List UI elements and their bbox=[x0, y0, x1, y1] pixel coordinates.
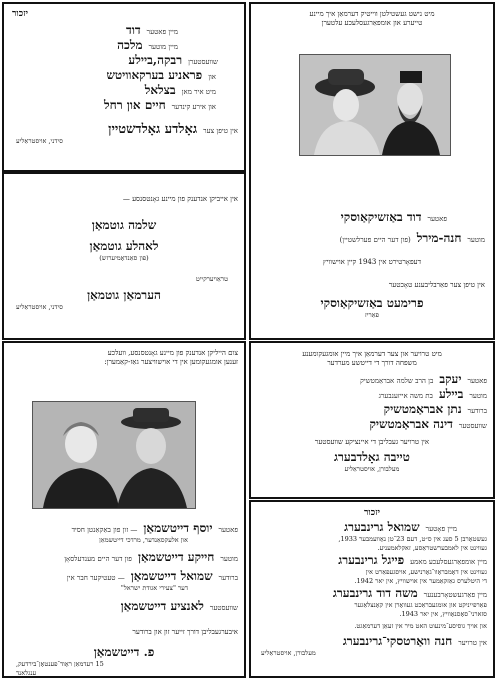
maiden-name-note: פון דער היים מענדעלסאָן bbox=[64, 555, 132, 563]
relation-label: מיט איר מאן bbox=[181, 88, 216, 96]
relation-label: מיין מוטער bbox=[148, 43, 178, 51]
place: סידני, אויסטראַליע bbox=[16, 303, 63, 311]
signature-name: טייבה גאָלדבערג bbox=[334, 450, 410, 464]
relation-label: מוטער bbox=[220, 555, 238, 563]
intro-line: מיט טרויער און צער דערמאַן איך מיין אומגעקומענע bbox=[302, 350, 442, 358]
place: מעלבורן, אויסטראַליע bbox=[344, 465, 400, 473]
text-line: די היטלערס גאַזקאַמער אין אוישוויץ, אין יאר 1942. bbox=[354, 577, 487, 585]
parents-portrait-photo bbox=[299, 54, 451, 156]
signature-name: פ. דייטשמאַן bbox=[93, 645, 155, 659]
intro-line: אין אייביקן אנדענק פון מיינע גאָנטסנסע — bbox=[122, 195, 238, 203]
deceased-name: יעקב bbox=[439, 372, 462, 386]
relation-label: מיין פאָטער bbox=[425, 525, 457, 533]
description: — זון פון באַקאַנטן חסיד bbox=[71, 526, 138, 534]
deceased-name: שלמה גוטמאַן bbox=[91, 218, 157, 232]
signature-name: חנה וואַרטסקי־גרינבערג bbox=[342, 634, 453, 648]
intro-line: משפחה דורך די דייטשע מערדער bbox=[327, 359, 417, 367]
relation-label: און אירע קינדער bbox=[171, 103, 216, 111]
intro-line: זענען אומגעקומען אין די אוישוויצער גאַז-קאַמערן: bbox=[104, 358, 238, 366]
deceased-name: ביילע bbox=[438, 387, 464, 401]
place: סידני, אויסטראַליע bbox=[16, 137, 63, 145]
origin-note: (פון סאַנדאָמיערזש) bbox=[99, 254, 149, 262]
relation-label: מיין פאטער bbox=[146, 28, 178, 36]
relation-label: שוועסטער bbox=[209, 604, 238, 612]
memorial-box-bottom-right bbox=[249, 500, 495, 678]
signature-label: אין טרויער bbox=[458, 639, 487, 647]
deceased-name: לאהלע גוטמאַן bbox=[89, 239, 159, 253]
deceased-name: נתן אבראַמטשיק bbox=[383, 402, 462, 416]
deceased-name: חייקע דייטשמאַן bbox=[137, 550, 215, 564]
text-line: געווינט אין לאמבערשטראַסע, זאקלאמעניע. bbox=[377, 544, 487, 552]
memorial-box-middle-right bbox=[249, 341, 495, 499]
relation-label: מוטער bbox=[469, 392, 487, 400]
text-line: געשטאָרבן 5 סעג אין ס״ט, דעם 23־טן נאָוועמבער 1933, bbox=[338, 535, 487, 543]
relation-label: און bbox=[208, 73, 216, 81]
portrait-image bbox=[33, 402, 195, 508]
deceased-name: רבקה,ביילע bbox=[128, 53, 183, 67]
place: פאַריז bbox=[364, 311, 379, 319]
description: בת משה אייזענבערג bbox=[378, 392, 433, 400]
signature-line: אין טיפן צער פאַרבליבענע טאָכטער bbox=[388, 281, 485, 289]
deceased-name: שמואל דייטשמאַן bbox=[130, 569, 213, 583]
description: דער "צעירי אגודת ישראל" bbox=[120, 584, 188, 592]
deceased-name: דוד bbox=[126, 23, 141, 37]
intro-line: מיט נישט געשטילטן ווייטיק דערמאַן איך מיינע bbox=[309, 10, 435, 18]
deceased-name: פראניע בערקאוויטש bbox=[106, 68, 203, 82]
yizkor-heading: יזכור bbox=[12, 9, 28, 19]
deceased-name: דוד באַזשיקאַוסקי bbox=[340, 210, 422, 224]
intro-line: צום הייליקן אנדענק פון מיינע גאָנטסנסע, וועלכע bbox=[107, 349, 238, 357]
relation-label: פאטער bbox=[427, 215, 447, 223]
address-line: ענגלאנד bbox=[16, 669, 37, 677]
signature-label: אין טיפן צער bbox=[203, 127, 238, 135]
intro-line: טייערע און אומפאַרגעסלעכע עלטערן bbox=[321, 19, 423, 27]
signature-name: גאָלדע גאָלדשטיין bbox=[108, 122, 198, 137]
signature-label: אין טרויער געבליבן די איינציקע שוועסטער bbox=[314, 438, 430, 446]
deceased-name: דינה אבראַמטשיק bbox=[369, 417, 453, 431]
portrait-image bbox=[300, 55, 450, 155]
text-line: סזארני־סאָסנאָוויץ, אין יאר 1943. bbox=[399, 610, 487, 618]
relation-label: שוועסטערן bbox=[188, 58, 218, 66]
relation-label: ברודער bbox=[218, 574, 238, 582]
deceased-name: בצלאל bbox=[144, 83, 176, 97]
description: — טעטיקער חבר אין bbox=[66, 574, 125, 582]
signature-label: טראַויערקייט bbox=[195, 275, 228, 283]
deceased-name: יוסף דייטשמאַן bbox=[143, 521, 213, 535]
deceased-name: חנה-מירל bbox=[416, 231, 462, 245]
maiden-name-note: (פון דער היים פערלשטיין) bbox=[339, 236, 411, 244]
signature-name: הערמאַן גוטמאַן bbox=[87, 288, 161, 302]
relation-label: שוועסטער bbox=[458, 422, 487, 430]
yizkor-heading: יזכור bbox=[364, 508, 380, 518]
relation-label: ברודער bbox=[467, 407, 487, 415]
relation-label: מיין אומפאַרגעסלעכע מאמע bbox=[410, 558, 487, 566]
memorial-box-bottom-left bbox=[2, 341, 246, 678]
memorial-box-top-left bbox=[2, 2, 246, 172]
relation-label: פאטער bbox=[467, 377, 487, 385]
relation-label: מיין פאַרגעשטאָרבענער bbox=[423, 591, 487, 599]
relation-label: פאטער bbox=[218, 526, 238, 534]
memorial-box-middle-left bbox=[2, 172, 246, 340]
deceased-name: מלכה bbox=[117, 38, 143, 52]
description: בן הרב שלמה אבראַמטשיק bbox=[360, 377, 434, 385]
relation-label: מוטער bbox=[467, 236, 485, 244]
parents-portrait-photo bbox=[32, 401, 196, 509]
deceased-name: שמואל גרינבערג bbox=[344, 520, 420, 534]
deceased-name: פייגל גרינבערג bbox=[338, 553, 405, 567]
description: און אלעקסאַנדער, מרדכי דייטשמאַן bbox=[99, 536, 188, 544]
text-line: און אויך גוסיסע־מינעוט האט מיר אין זעאַן דערמאַגט. bbox=[354, 622, 487, 630]
memorial-box-top-right bbox=[249, 2, 495, 340]
address-line: 15 רעדמאַן ראָוד־פענטאָן־בירדעק, bbox=[16, 660, 104, 668]
deportation-note: דעפאָרטירט אין 1943 קיין אוישוויץ bbox=[323, 258, 421, 266]
text-line: פאַרפייניקט און אומגעבראַכט געוואָרן אין קאָנצלאַגער bbox=[354, 601, 487, 609]
survivor-line: איבערגעבליבן דורך זייער זון און ברודער bbox=[132, 628, 238, 636]
text-line: געווינט אין דאָמבראָוו־גאָרנישע, אויסגעפאַרט אין bbox=[365, 568, 487, 576]
signature-name: פרימעט באַזשיקאַוסקי bbox=[320, 296, 424, 310]
deceased-name: חיים און רחל bbox=[104, 98, 166, 112]
deceased-name: לאנציע דייטשמאַן bbox=[120, 599, 204, 613]
place: מעלבורן, אויסטראַליע bbox=[261, 649, 316, 657]
deceased-name: משה דוד גרינבערג bbox=[332, 586, 418, 600]
